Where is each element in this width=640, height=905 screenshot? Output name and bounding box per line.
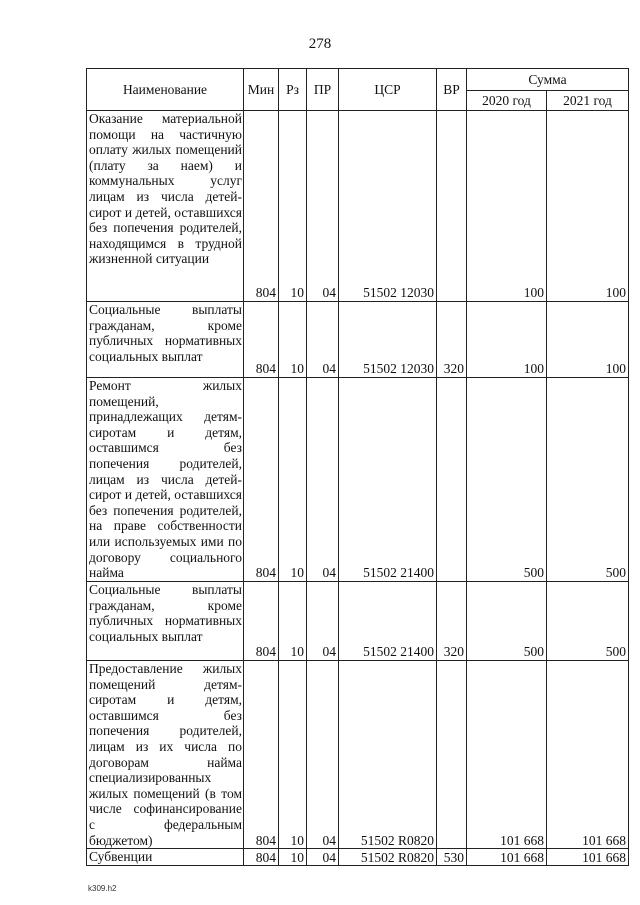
row-rz: 10 bbox=[279, 378, 307, 582]
header-year-2021: 2021 год bbox=[547, 91, 629, 111]
row-pr: 04 bbox=[307, 111, 339, 302]
row-2021: 500 bbox=[547, 378, 629, 582]
row-min: 804 bbox=[244, 378, 279, 582]
row-min: 804 bbox=[244, 302, 279, 378]
table-row bbox=[87, 849, 629, 866]
row-vr bbox=[437, 661, 467, 849]
row-2021: 101 668 bbox=[547, 849, 629, 866]
row-name: Предоставление жилых помещений детям-сиротам и детям, оставшимся без попечения родителей, лицам из их числа по договорам найма специализированных жилых помещений (в том числе софинансирование с федеральным бюджетом) bbox=[87, 661, 244, 849]
row-rz: 10 bbox=[279, 111, 307, 302]
table-row bbox=[87, 111, 629, 302]
row-name: Оказание материальной помощи на частичную оплату жилых помещений (плату за наем) и коммунальных услуг лицам из числа детей-сирот и детей, оставшихся без попечения родителей, находящимся в трудной жизненной ситуации bbox=[87, 111, 244, 302]
header-min: Мин bbox=[244, 69, 279, 111]
row-vr bbox=[437, 111, 467, 302]
row-2020: 100 bbox=[467, 111, 547, 302]
row-min: 804 bbox=[244, 111, 279, 302]
row-csr: 51502 12030 bbox=[339, 302, 437, 378]
row-name: Субвенции bbox=[87, 849, 244, 866]
header-vr: ВР bbox=[437, 69, 467, 111]
row-vr bbox=[437, 378, 467, 582]
table-row bbox=[87, 582, 629, 661]
row-csr: 51502 21400 bbox=[339, 582, 437, 661]
row-name: Социальные выплаты гражданам, кроме публичных нормативных социальных выплат bbox=[87, 302, 244, 378]
row-pr: 04 bbox=[307, 378, 339, 582]
header-sum: Сумма bbox=[467, 69, 629, 91]
row-name: Социальные выплаты гражданам, кроме публичных нормативных социальных выплат bbox=[87, 582, 244, 661]
header-csr: ЦСР bbox=[339, 69, 437, 111]
row-pr: 04 bbox=[307, 661, 339, 849]
row-2020: 101 668 bbox=[467, 661, 547, 849]
header-pr: ПР bbox=[307, 69, 339, 111]
row-rz: 10 bbox=[279, 302, 307, 378]
row-rz: 10 bbox=[279, 661, 307, 849]
row-vr: 320 bbox=[437, 302, 467, 378]
row-rz: 10 bbox=[279, 849, 307, 866]
row-2021: 100 bbox=[547, 111, 629, 302]
header-year-2020: 2020 год bbox=[467, 91, 547, 111]
row-min: 804 bbox=[244, 582, 279, 661]
row-csr: 51502 12030 bbox=[339, 111, 437, 302]
row-2021: 100 bbox=[547, 302, 629, 378]
row-min: 804 bbox=[244, 849, 279, 866]
footer-code: k309.h2 bbox=[88, 884, 117, 893]
row-2020: 101 668 bbox=[467, 849, 547, 866]
table-row bbox=[87, 378, 629, 582]
row-2020: 500 bbox=[467, 378, 547, 582]
header-rz: Рз bbox=[279, 69, 307, 111]
row-2021: 101 668 bbox=[547, 661, 629, 849]
row-vr: 320 bbox=[437, 582, 467, 661]
row-pr: 04 bbox=[307, 849, 339, 866]
row-2021: 500 bbox=[547, 582, 629, 661]
table-row bbox=[87, 661, 629, 849]
row-csr: 51502 21400 bbox=[339, 378, 437, 582]
page-number: 278 bbox=[308, 36, 332, 52]
row-rz: 10 bbox=[279, 582, 307, 661]
header-name: Наименование bbox=[87, 69, 244, 111]
table-row bbox=[87, 302, 629, 378]
row-csr: 51502 R0820 bbox=[339, 661, 437, 849]
row-2020: 100 bbox=[467, 302, 547, 378]
row-name: Ремонт жилых помещений, принадлежащих детям-сиротам и детям, оставшимся без попечения родителей, лицам из числа детей-сирот и детей, оставшихся без попечения родителей, на праве собственности или используемых ими по договору социального найма bbox=[87, 378, 244, 582]
row-2020: 500 bbox=[467, 582, 547, 661]
row-csr: 51502 R0820 bbox=[339, 849, 437, 866]
budget-table bbox=[86, 68, 629, 866]
row-vr: 530 bbox=[437, 849, 467, 866]
row-pr: 04 bbox=[307, 302, 339, 378]
row-min: 804 bbox=[244, 661, 279, 849]
row-pr: 04 bbox=[307, 582, 339, 661]
